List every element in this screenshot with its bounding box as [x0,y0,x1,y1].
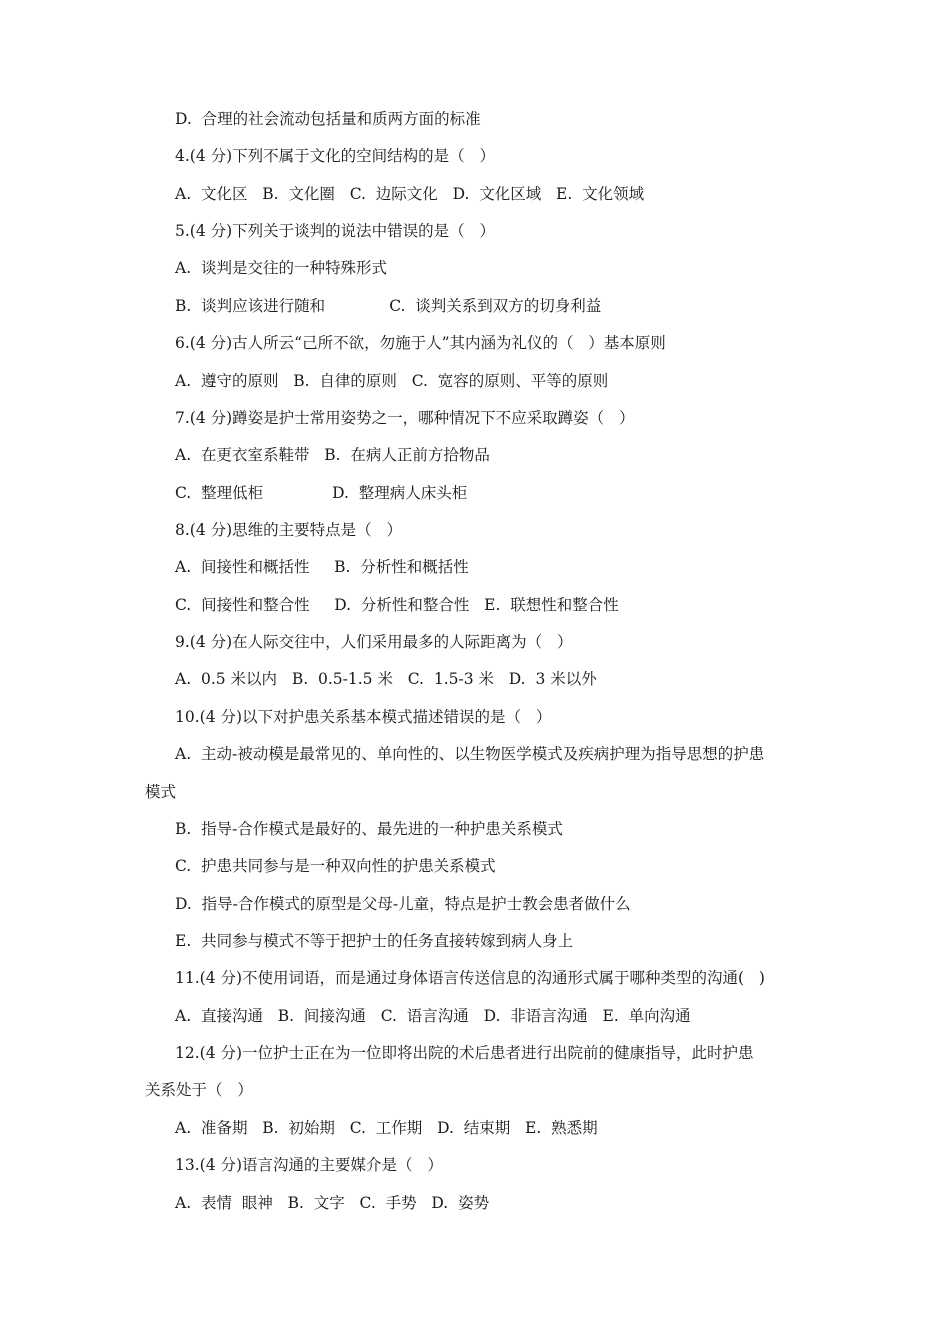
option-line: D. 合理的社会流动包括量和质两方面的标准 [175,110,481,128]
question-11: 11.(4 分)不使用词语，而是通过身体语言传送信息的沟通形式属于哪种类型的沟通( ) [175,969,765,987]
option-line: A. 谈判是交往的一种特殊形式 [175,259,387,277]
question-9: 9.(4 分)在人际交往中，人们采用最多的人际距离为（ ） [175,633,573,651]
option-line: A. 表情 眼神 B. 文字 C. 手势 D. 姿势 [175,1194,490,1212]
option-line: A. 文化区 B. 文化圈 C. 边际文化 D. 文化区域 E. 文化领域 [175,185,645,203]
option-line: B. 谈判应该进行随和 C. 谈判关系到双方的切身利益 [175,297,602,315]
option-line: A. 在更衣室系鞋带 B. 在病人正前方拾物品 [175,446,490,464]
question-7: 7.(4 分)蹲姿是护士常用姿势之一，哪种情况下不应采取蹲姿（ ） [175,409,635,427]
option-line: A. 主动-被动模是最常见的、单向性的、以生物医学模式及疾病护理为指导思想的护患 [175,745,765,763]
option-line: A. 0.5 米以内 B. 0.5-1.5 米 C. 1.5-3 米 D. 3 米以外 [175,670,597,688]
question-4: 4.(4 分)下列不属于文化的空间结构的是（ ） [175,147,495,165]
option-line: B. 指导-合作模式是最好的、最先进的一种护患关系模式 [175,820,563,838]
question-12-continued: 关系处于（ ） [145,1081,253,1099]
question-10: 10.(4 分)以下对护患关系基本模式描述错误的是（ ） [175,708,552,726]
question-6: 6.(4 分)古人所云“己所不欲，勿施于人”其内涵为礼仪的（ ）基本原则 [175,334,666,352]
question-13: 13.(4 分)语言沟通的主要媒介是（ ） [175,1156,443,1174]
option-line: C. 护患共同参与是一种双向性的护患关系模式 [175,857,496,875]
option-line: A. 准备期 B. 初始期 C. 工作期 D. 结束期 E. 熟悉期 [175,1119,598,1137]
option-line: A. 间接性和概括性 B. 分析性和概括性 [175,558,469,576]
question-8: 8.(4 分)思维的主要特点是（ ） [175,521,402,539]
option-line: A. 直接沟通 B. 间接沟通 C. 语言沟通 D. 非语言沟通 E. 单向沟通 [175,1007,691,1025]
option-line: A. 遵守的原则 B. 自律的原则 C. 宽容的原则、平等的原则 [175,372,609,390]
question-5: 5.(4 分)下列关于谈判的说法中错误的是（ ） [175,222,495,240]
option-line: C. 间接性和整合性 D. 分析性和整合性 E. 联想性和整合性 [175,596,619,614]
question-12: 12.(4 分)一位护士正在为一位即将出院的术后患者进行出院前的健康指导，此时护患 [175,1044,754,1062]
option-line: D. 指导-合作模式的原型是父母-儿童，特点是护士教会患者做什么 [175,895,631,913]
option-line: C. 整理低柜 D. 整理病人床头柜 [175,484,468,502]
option-line: E. 共同参与模式不等于把护士的任务直接转嫁到病人身上 [175,932,574,950]
option-line-continued: 模式 [145,783,177,801]
